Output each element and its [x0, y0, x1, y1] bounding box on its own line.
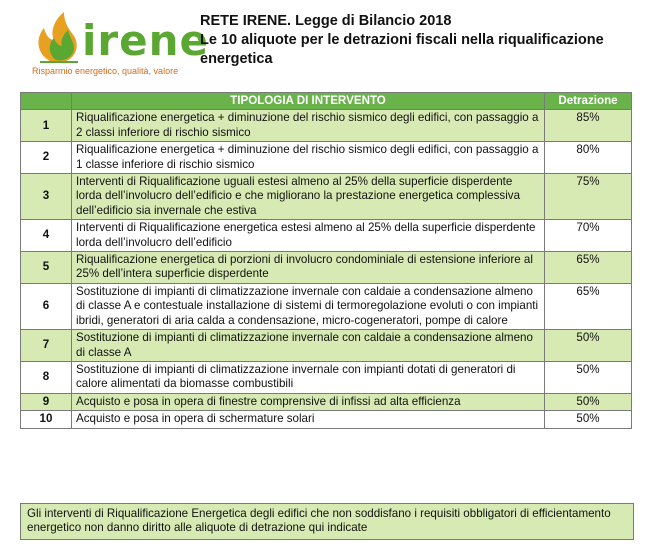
- table-row: [21, 142, 632, 174]
- row-deduction-percent: 50%: [545, 361, 632, 393]
- row-intervention-text: Interventi di Riqualificazione energetica estesi almeno al 25% della superficie disperdente lorda dell’involucro dell’edificio: [72, 220, 545, 252]
- row-number: 5: [21, 252, 72, 284]
- row-deduction-percent: 65%: [545, 252, 632, 284]
- row-number: 3: [21, 174, 72, 220]
- row-deduction-percent: 70%: [545, 220, 632, 252]
- row-intervention-text: Acquisto e posa in opera di finestre comprensive di infissi ad alta efficienza: [72, 393, 545, 410]
- column-header-deduction: Detrazione: [545, 93, 632, 110]
- table-row: [21, 220, 632, 252]
- table-header-row: [21, 93, 632, 110]
- row-deduction-percent: 65%: [545, 283, 632, 329]
- title-line-1: RETE IRENE. Legge di Bilancio 2018: [200, 13, 452, 29]
- row-number: 2: [21, 142, 72, 174]
- table-row: [21, 283, 632, 329]
- table-row: [21, 361, 632, 393]
- disclaimer-note: Gli interventi di Riqualificazione Energetica degli edifici che non soddisfano i requisiti obbligatori di efficientamento energetico non danno diritto alle aliquote di detrazione qui indicate: [20, 503, 634, 540]
- table-row: [21, 411, 632, 428]
- table-row: [21, 252, 632, 284]
- row-deduction-percent: 80%: [545, 142, 632, 174]
- logo-wordmark: irene: [82, 16, 209, 65]
- row-deduction-percent: 75%: [545, 174, 632, 220]
- row-number: 6: [21, 283, 72, 329]
- column-header-intervention: TIPOLOGIA DI INTERVENTO: [72, 93, 545, 110]
- row-intervention-text: Sostituzione di impianti di climatizzazione invernale con caldaie a condensazione almeno di classe A e contestuale installazione di sistemi di termoregolazione evoluti o con impianti ibridi, generatori di aria calda a condensazione, micro-cogeneratori, pompe di calore: [72, 283, 545, 329]
- table-row: [21, 330, 632, 362]
- row-number: 7: [21, 330, 72, 362]
- title-line-2: Le 10 aliquote per le detrazioni fiscali nella riqualificazione energetica: [200, 32, 604, 67]
- row-deduction-percent: 50%: [545, 330, 632, 362]
- table-row: [21, 110, 632, 142]
- row-intervention-text: Sostituzione di impianti di climatizzazione invernale con impianti dotati di generatori di calore alimentati da biomasse combustibili: [72, 361, 545, 393]
- row-number: 1: [21, 110, 72, 142]
- row-intervention-text: Riqualificazione energetica + diminuzione del rischio sismico degli edifici, con passaggio a 2 classi inferiore di rischio sismico: [72, 110, 545, 142]
- row-deduction-percent: 50%: [545, 393, 632, 410]
- row-intervention-text: Interventi di Riqualificazione uguali estesi almeno al 25% della superficie disperdente lorda dell’involucro dell’edificio e che migliorano la prestazione energetica complessiva dell’edificio sia invernale che estiva: [72, 174, 545, 220]
- column-header-number: [21, 93, 72, 110]
- row-intervention-text: Acquisto e posa in opera di schermature solari: [72, 411, 545, 428]
- row-number: 4: [21, 220, 72, 252]
- leaf-flame-icon: [30, 10, 86, 64]
- row-number: 9: [21, 393, 72, 410]
- row-deduction-percent: 85%: [545, 110, 632, 142]
- row-intervention-text: Sostituzione di impianti di climatizzazione invernale con caldaie a condensazione almeno di classe A: [72, 330, 545, 362]
- row-number: 8: [21, 361, 72, 393]
- row-intervention-text: Riqualificazione energetica di porzioni di involucro condominiale di estensione inferiore al 25% dell’intera superficie disperdente: [72, 252, 545, 284]
- table-row: [21, 174, 632, 220]
- table-row: [21, 393, 632, 410]
- row-deduction-percent: 50%: [545, 411, 632, 428]
- row-intervention-text: Riqualificazione energetica + diminuzione del rischio sismico degli edifici, con passaggio a 1 classe inferiore di rischio sismico: [72, 142, 545, 174]
- rates-table: [20, 92, 632, 429]
- irene-logo: [30, 10, 209, 80]
- row-number: 10: [21, 411, 72, 428]
- page-title: [200, 12, 640, 69]
- logo-tagline: Risparmio energetico, qualità, valore: [32, 66, 179, 76]
